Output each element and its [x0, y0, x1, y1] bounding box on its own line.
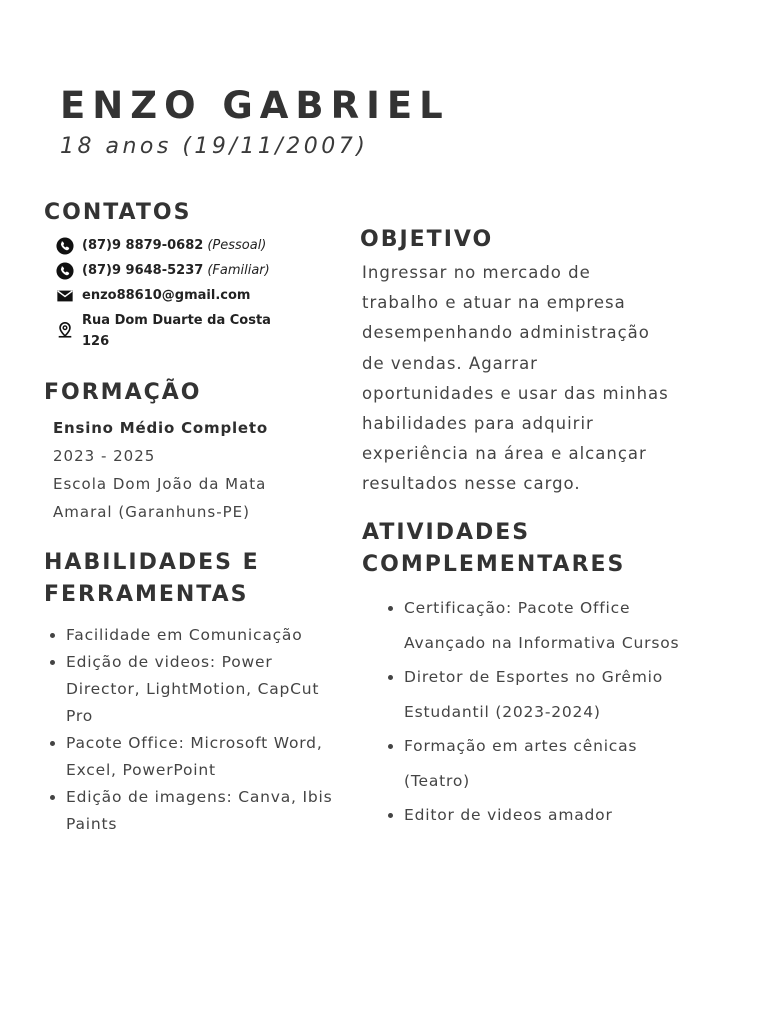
activity-item: [404, 798, 679, 833]
education-years: 2023 - 2025: [53, 447, 156, 465]
activities-heading-line: COMPLEMENTARES: [362, 552, 626, 577]
contact-phone-personal: [56, 237, 266, 255]
phone-note: (Pessoal): [207, 238, 267, 253]
activities-heading-line: ATIVIDADES: [362, 520, 531, 545]
activities-list: [384, 591, 679, 833]
activity-text: Avançado na Informativa Cursos: [404, 633, 680, 652]
objective-heading: OBJETIVO: [360, 227, 494, 252]
education-degree: Ensino Médio Completo: [53, 419, 268, 437]
phone-note: (Familiar): [207, 263, 270, 278]
phone-number: (87)9 9648-5237: [82, 263, 204, 278]
email-address: enzo88610@gmail.com: [82, 288, 251, 303]
skill-text: Edição de videos: Power: [66, 653, 273, 671]
skill-item: [66, 784, 332, 838]
skill-text: Edição de imagens: Canva, Ibis: [66, 788, 333, 806]
phone-number: (87)9 8879-0682: [82, 238, 204, 253]
activity-text: Estudantil (2023-2024): [404, 702, 601, 721]
skills-heading: [44, 547, 260, 611]
skill-item: [66, 622, 332, 649]
skill-text: Paints: [66, 815, 118, 833]
objective-line: trabalho e atuar na empresa: [362, 293, 626, 313]
objective-line: Ingressar no mercado de: [362, 263, 591, 282]
contact-phone-family: [56, 262, 270, 280]
objective-line: resultados nesse cargo.: [362, 474, 581, 494]
contact-address: [56, 310, 271, 352]
skill-text: Pacote Office: Microsoft Word,: [66, 734, 323, 752]
objective-line: de vendas. Agarrar: [362, 353, 538, 373]
skill-text: Director, LightMotion, CapCut: [66, 680, 320, 698]
skills-heading-line: HABILIDADES E: [44, 550, 260, 575]
skills-heading-line: FERRAMENTAS: [44, 582, 249, 607]
objective-line: oportunidades e usar das minhas: [362, 383, 669, 403]
education-block: [53, 414, 268, 526]
skill-text: Pro: [66, 707, 93, 725]
mail-icon: [56, 287, 74, 305]
candidate-name: ENZO GABRIEL: [60, 84, 450, 127]
activity-text: Diretor de Esportes no Grêmio: [404, 668, 664, 686]
objective-line: experiência na área e alcançar: [362, 444, 647, 464]
skill-item: [66, 730, 332, 784]
address-line: 126: [82, 334, 110, 349]
skills-list: [46, 622, 332, 838]
activity-text: Formação em artes cênicas: [404, 737, 638, 755]
objective-line: habilidades para adquirir: [362, 414, 594, 434]
objective-text: [362, 258, 732, 500]
activity-item: [404, 729, 679, 798]
skill-item: [66, 649, 332, 730]
location-pin-icon: [56, 321, 74, 339]
skill-text: Facilidade em Comunicação: [66, 626, 303, 644]
contacts-heading: CONTATOS: [44, 200, 192, 225]
education-school: Amaral (Garanhuns-PE): [53, 503, 251, 521]
address-line: Rua Dom Duarte da Costa: [82, 313, 271, 328]
activity-text: (Teatro): [404, 771, 470, 790]
activities-heading: [362, 517, 625, 581]
activity-item: [404, 591, 679, 660]
phone-icon: [56, 237, 74, 255]
activity-text: Certificação: Pacote Office: [404, 599, 631, 617]
education-heading: FORMAÇÃO: [44, 380, 202, 405]
candidate-age: 18 anos (19/11/2007): [60, 134, 369, 159]
contact-email: [56, 287, 250, 305]
phone-icon: [56, 262, 74, 280]
skill-text: Excel, PowerPoint: [66, 761, 216, 779]
objective-line: desempenhando administração: [362, 323, 650, 343]
education-school: Escola Dom João da Mata: [53, 475, 267, 493]
activity-text: Editor de videos amador: [404, 806, 613, 824]
activity-item: [404, 660, 679, 729]
